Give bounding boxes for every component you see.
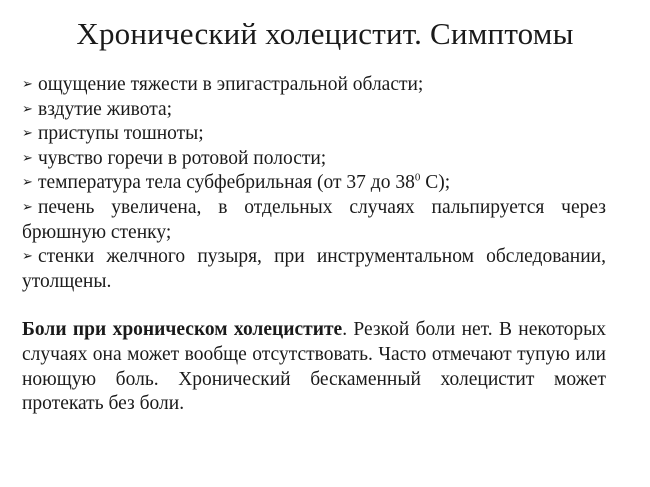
bullet-text: вздутие живота; xyxy=(38,98,173,120)
bullet-item xyxy=(22,122,606,147)
paragraph-text: . Резкой боли нет. В некоторых случаях она может вообще отсутствовать. Часто отмечают тупую или ноющую боль. Хронический бескаменный холецистит может протекать без боли. xyxy=(22,319,606,415)
bullet-item xyxy=(22,147,606,172)
arrow-bullet-icon: ➢ xyxy=(22,175,33,191)
arrow-bullet-icon: ➢ xyxy=(22,126,33,142)
arrow-bullet-icon: ➢ xyxy=(22,150,33,166)
bullet-text: стенки желчного пузыря, при инструментальном обследовании, утолщены. xyxy=(22,246,606,292)
slide-title: Хронический холецистит. Симптомы xyxy=(76,16,574,51)
bullet-text: печень увеличена, в отдельных случаях пальпируется через брюшную стенку; xyxy=(22,196,606,243)
bullet-item xyxy=(22,73,606,98)
paragraph-bold-lead: Боли при хроническом холецистите xyxy=(22,319,343,341)
bullet-item xyxy=(22,171,606,196)
pain-paragraph xyxy=(22,318,606,416)
bullet-item xyxy=(22,98,606,123)
arrow-bullet-icon: ➢ xyxy=(22,249,33,265)
bullet-text-suffix: С); xyxy=(420,172,451,194)
bullet-text: температура тела субфебрильная (от 37 до 38 xyxy=(38,172,415,194)
bullet-text: чувство горечи в ротовой полости; xyxy=(38,147,327,169)
bullet-text: ощущение тяжести в эпигастральной области; xyxy=(38,74,424,95)
arrow-bullet-icon: ➢ xyxy=(22,101,33,117)
bullet-item xyxy=(22,196,606,245)
degree-superscript: 0 xyxy=(414,171,421,184)
bullet-item xyxy=(22,245,606,294)
bullet-text: приступы тошноты; xyxy=(38,123,204,145)
slide-content xyxy=(22,73,606,417)
arrow-bullet-icon: ➢ xyxy=(22,199,33,215)
arrow-bullet-icon: ➢ xyxy=(22,77,33,92)
